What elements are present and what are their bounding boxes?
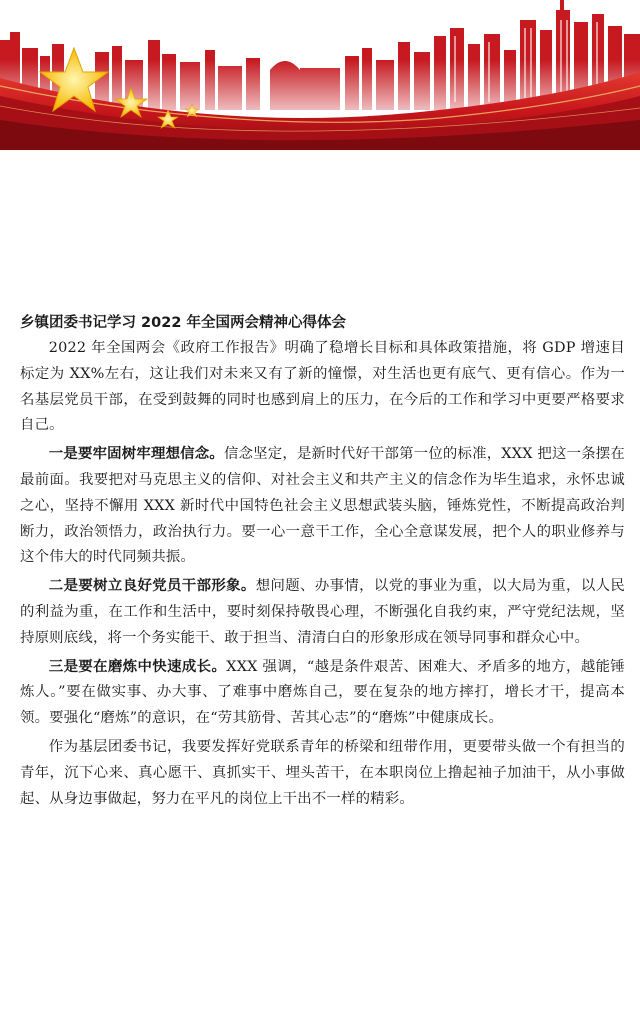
section-paragraph-2 [20,574,625,651]
section-heading-2: 二是要树立良好党员干部形象。 [48,578,256,595]
section-body-1: 信念坚定，是新时代好干部第一位的标准，XXX 把这一条摆在最前面。我要把对马克思主义的信仰、对社会主义和共产主义的信念作为毕生追求，永怀忠诚之心，坚持不懈用 XXX 新时代中国特色社会主义思想武装头脑，锤炼党性，不断提高政治判断力，政治领悟力，政治执行力。要一心一意干工作，全心全意谋发展，把个人的职业修养与这个伟大的时代同频共振。 [20,446,625,566]
section-paragraph-1 [20,442,625,571]
section-body-2: 想问题、办事情，以党的事业为重，以大局为重，以人民的利益为重，在工作和生活中，要时刻保持敬畏心理，不断强化自我约束，严守党纪法规，坚持原则底线，将一个务实能干、敢于担当、清清白白的形象形成在领导同事和群众心中。 [20,578,625,646]
section-heading-3: 三是要在磨炼中快速成长。 [48,658,227,675]
section-heading-1: 一是要牢固树牢理想信念。 [48,446,224,463]
banner-graphic [0,0,640,150]
section-body-3: XXX 强调，“越是条件艰苦、困难大、矛盾多的地方，越能锤炼人。”要在做实事、办大事、了难事中磨炼自己，要在复杂的地方摔打，增长才干，提高本领。要强化“磨炼”的意识，在“劳其筋骨、苦其心志”的“磨炼”中健康成长。 [20,658,626,727]
section-paragraph-3 [20,655,625,732]
document-title: 乡镇团委书记学习 2022 年全国两会精神心得体会 [20,315,346,331]
intro-paragraph: 2022 年全国两会《政府工作报告》明确了稳增长目标和具体政策措施，将 GDP 增速目标定为 XX%左右，这让我们对未来又有了新的憧憬，对生活也更有底气、更有信心。作为一名基层党员干部，在受到鼓舞的同时也感到肩上的压力，在今后的工作和学习中更要严格要求自己。 [20,340,625,434]
closing-paragraph: 作为基层团委书记，我要发挥好党联系青年的桥梁和纽带作用，更要带头做一个有担当的青年，沉下心来、真心愿干、真抓实干、埋头苦干，在本职岗位上撸起袖子加油干，从小事做起、从身边事做起，努力在平凡的岗位上干出不一样的精彩。 [20,738,625,807]
document-body [20,313,625,815]
